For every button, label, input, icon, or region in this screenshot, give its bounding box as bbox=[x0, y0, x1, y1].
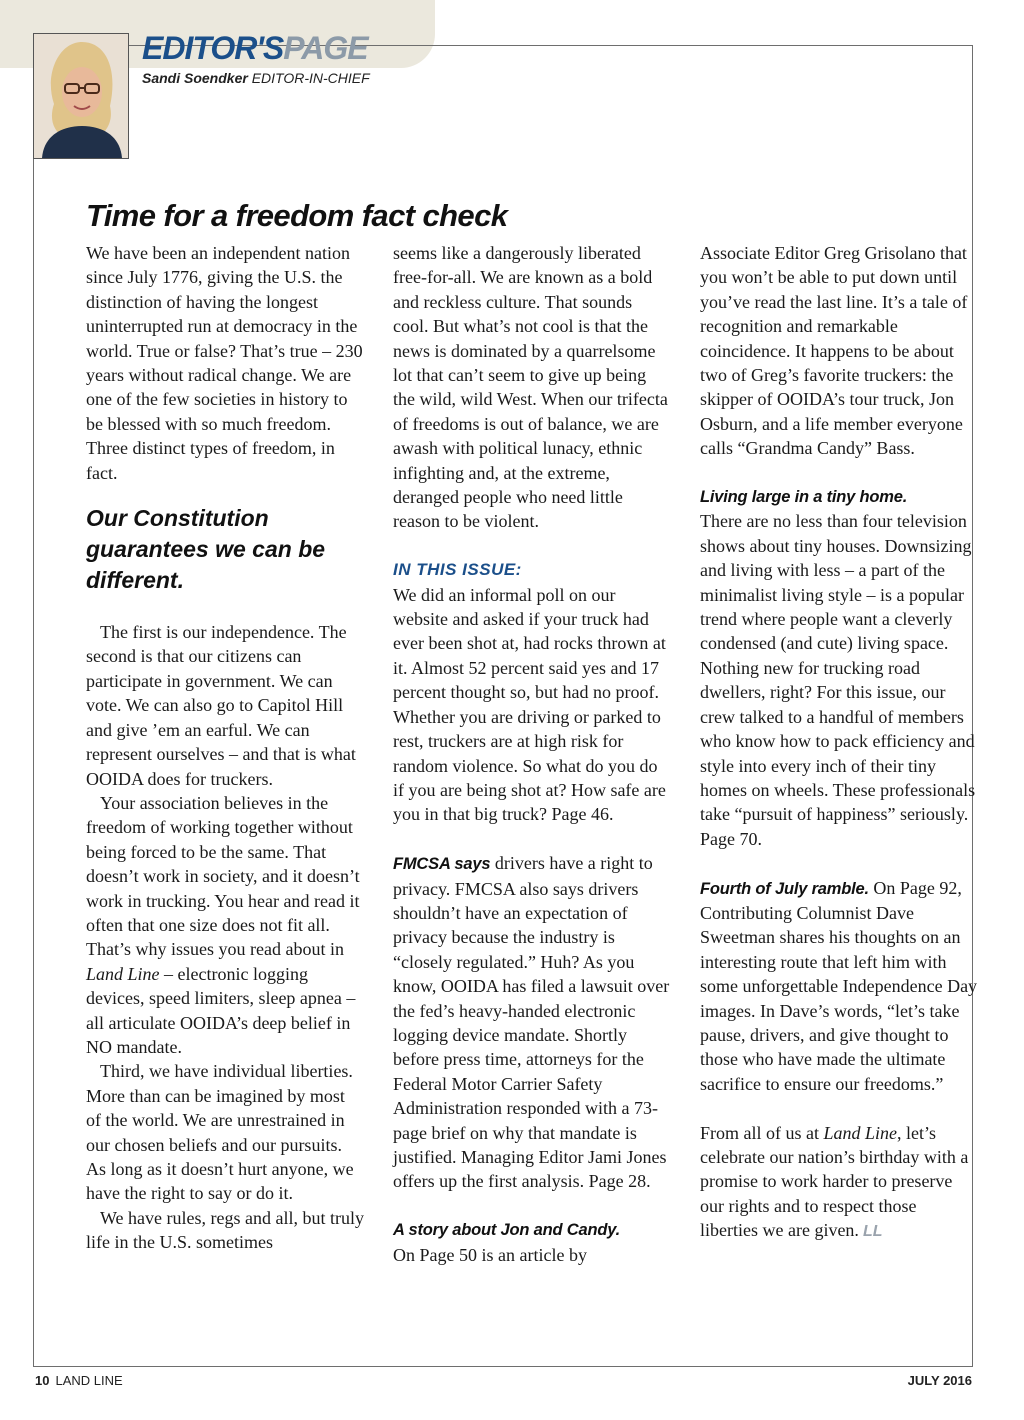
col3-closing-paragraph: From all of us at Land Line, let’s celebrate our nation’s birthday with a promise to work harder to preserve our rights and to respect those liberties we are given. LL bbox=[700, 1122, 969, 1241]
footer-left bbox=[35, 1373, 123, 1388]
col3-continued-paragraph: Associate Editor Greg Grisolano that you won’t be able to put down until you’ve read the last line. It’s a tale of recognition and remarkable coincidence. It happens to be about two of Greg’s favorite truckers: the skipper of OOIDA’s tour truck, Jon Osburn, and a life member everyone calls “Grandma Candy” Bass. bbox=[700, 243, 968, 459]
issue-date: JULY 2016 bbox=[907, 1373, 972, 1388]
pull-quote: Our Constitution guarantees we can be different. bbox=[86, 505, 326, 594]
editor-role: EDITOR-IN-CHIEF bbox=[251, 70, 370, 86]
col3-july-paragraph: Fourth of July ramble. On Page 92, Contributing Columnist Dave Sweetman shares his thoughts on an interesting route that left him with some unforgettable Independence Day images. In Dave’s words, “let’s take pause, drivers, and give thought to those who have made the ultimate sacrifice to ensure our freedoms.” bbox=[700, 877, 978, 1094]
col2-story-paragraph: On Page 50 is an article by bbox=[393, 1244, 587, 1265]
in-this-issue-heading: IN THIS ISSUE: bbox=[393, 560, 522, 580]
july-lead: Fourth of July ramble. bbox=[700, 879, 869, 898]
col1-paragraph-rules: We have rules, regs and all, but truly life in the U.S. sometimes bbox=[86, 1207, 364, 1253]
col1-paragraph-association: Your association believes in the freedom of working together without being forced to be the same. That doesn’t work in society, and it doesn’t work in trucking. You hear and read it often that one size does not fit all. That’s why issues you read about in Land Line – electronic logging devices, speed limiters, sleep apnea – all articulate OOIDA’s deep belief in NO mandate. bbox=[86, 792, 360, 1057]
end-mark-ll: LL bbox=[862, 1223, 883, 1241]
col1-paragraph-liberties: Third, we have individual liberties. More than can be imagined by most of the world. We are unrestrained in our chosen beliefs and our pursuits. As long as it doesn’t hurt anyone, we have the right to say or do it. bbox=[86, 1061, 354, 1204]
col2-continued-paragraph: seems like a dangerously liberated free-for-all. We are known as a bold and reckless culture. That sounds cool. But what’s not cool is that the news is dominated by a quarrelsome lot that can’t seem to give up being the wild, wild West. When our trifecta of freedoms is out of balance, we are awash with political lunacy, ethnic infighting and, at the extreme, deranged people who need little reason to be violent. bbox=[393, 243, 668, 532]
magazine-name: LAND LINE bbox=[55, 1373, 123, 1388]
page-number: 10 bbox=[35, 1373, 50, 1388]
land-line-italic: Land Line bbox=[86, 963, 160, 984]
masthead-editors: EDITOR'S bbox=[142, 30, 284, 66]
masthead bbox=[142, 30, 368, 66]
article-headline: Time for a freedom fact check bbox=[86, 198, 508, 233]
editor-name: Sandi Soendker bbox=[142, 70, 248, 86]
col2-fmcsa-paragraph: FMCSA says drivers have a right to privacy. FMCSA also says drivers shouldn’t have an expectation of privacy because the industry is “closely regulated.” Huh? As you know, OOIDA has filed a lawsuit over the fed’s heavy-handed electronic logging device mandate. Shortly before press time, attorneys for the Federal Motor Carrier Safety Administration responded with a 73-page brief on why that mandate is justified. Managing Editor Jami Jones offers up the first analysis. Page 28. bbox=[393, 853, 670, 1192]
fmcsa-lead: FMCSA says bbox=[393, 855, 491, 874]
col1-paragraph-independence: The first is our independence. The second is that our citizens can participate in government. We can vote. We can also go to Capitol Hill and give ’em an earful. We can represent ourselves – and that is what OOIDA does for truckers. bbox=[86, 622, 356, 789]
land-line-italic: Land Line bbox=[823, 1122, 898, 1143]
col2-poll-paragraph: We did an informal poll on our website and asked if your truck had ever been shot at, had rocks thrown at it. Almost 52 percent said yes and 17 percent thought so, but had no proof. Whether you are driving or parked to rest, truckers are at high risk for random violence. So what do you do if you are being shot at? How safe are you in that big truck? Page 46. bbox=[393, 584, 666, 825]
col3-tiny-home-paragraph: There are no less than four television shows about tiny houses. Downsizing and living with less – a part of the minimalist living style – is a popular trend where people want a cleverly condensed (and cute) living space. Nothing new for trucking road dwellers, right? For this issue, our crew talked to a handful of members who know how to pack efficiency and style into every inch of their tiny homes on wheels. These professionals take “pursuit of happiness” seriously. Page 70. bbox=[700, 511, 976, 849]
column-3 bbox=[700, 241, 978, 1245]
col1-intro-paragraph: We have been an independent nation since July 1776, giving the U.S. the distinction of having the longest uninterrupted run at democracy in the world. True or false? That’s true – 230 years without radical change. We are one of the few societies in history to be blessed with so much freedom. Three distinct types of freedom, in fact. bbox=[86, 243, 363, 483]
masthead-page: PAGE bbox=[283, 30, 368, 66]
column-1 bbox=[86, 241, 364, 1255]
story-subheading: A story about Jon and Candy. bbox=[393, 1221, 620, 1240]
column-2 bbox=[393, 241, 671, 1267]
tiny-home-subheading: Living large in a tiny home. bbox=[700, 488, 908, 507]
byline bbox=[142, 70, 370, 86]
editor-photo bbox=[33, 33, 129, 159]
